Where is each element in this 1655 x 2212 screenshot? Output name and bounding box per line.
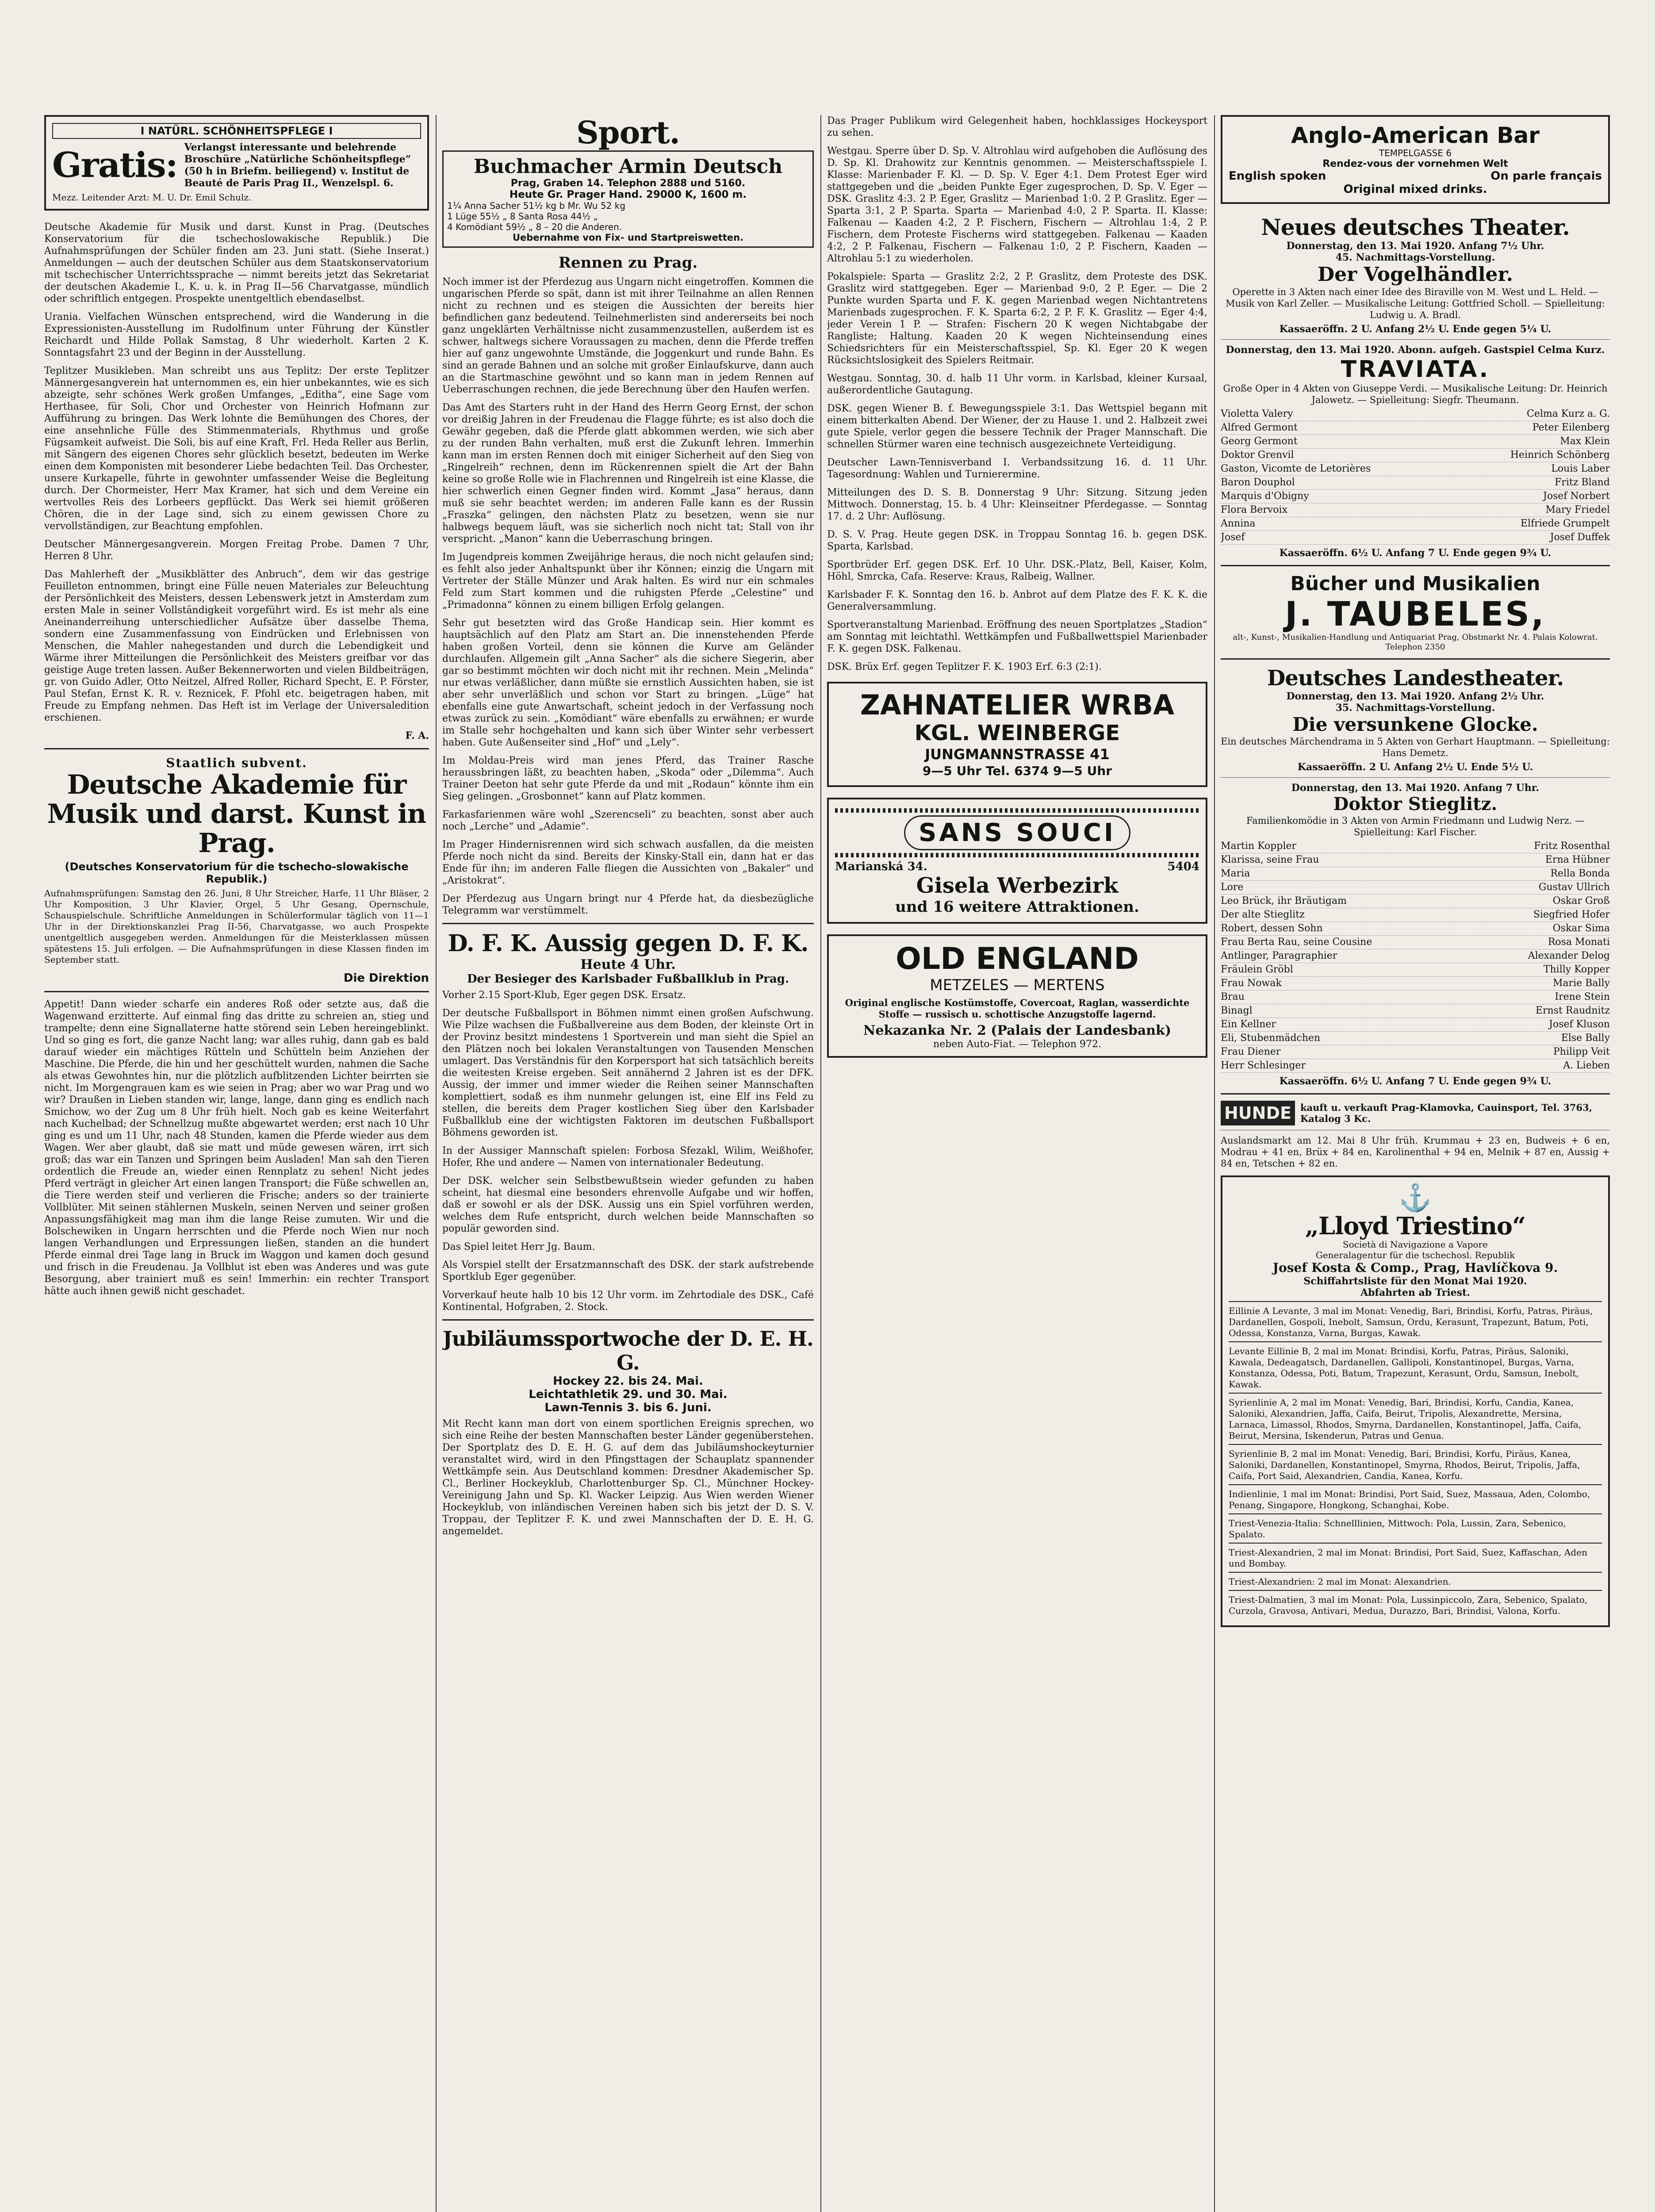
lloyd-ad — [1221, 1175, 1610, 1627]
theater-abo: 45. Nachmittags-Vorstellung. — [1335, 252, 1495, 263]
article: Im Moldau-Preis wird man jenes Pferd, das Trainer Rasche heraussbringen läßt, zu beachten haben, „Skoda“ oder „Dilemma“. Auch Trainer Deeton hat sehr gute Pferde da und mit „Rodaun“ könnte ihm ein Sieg gelingen. „Grosbonnet“ kann auf Platz kommen. — [442, 755, 814, 802]
actor-name: Oskar Sima — [1552, 923, 1610, 934]
article: Sportveranstaltung Marienbad. Eröffnung des neuen Sportplatzes „Stadion“ am Sonntag mit leichtathl. Wettkämpfen und Fußballwettspiel Marienbader F. K. gegen DSK. Falkenau. — [827, 619, 1207, 654]
role-name: Eli, Stubenmädchen — [1221, 1033, 1321, 1044]
actor-name: Elfriede Grumpelt — [1520, 518, 1610, 529]
actor-name: Rosa Monati — [1548, 937, 1610, 948]
theater-date: Donnerstag, den 13. Mai 1920. Abonn. aufgeh. Gastspiel Celma Kurz. — [1226, 344, 1605, 356]
actor-name: Marie Bally — [1553, 978, 1610, 989]
section-title: Sport. — [576, 115, 680, 151]
article: Im Prager Hindernisrennen wird sich schwach ausfallen, da die meisten Pferde noch nicht da sind. Bereits der Kinsky-Stall ein, dann hat er das Ende für ihn; im anderen Falle fliegen die Aussichten von „Bakaler“ und „Aristokrat“. — [442, 839, 814, 886]
article: Das Mahlerheft der „Musikblätter des Anbruch“, dem wir das gestrige Feuilleton entnommen, bringt eine Fülle neuen Materiales zur Beleuchtung der Persönlichkeit des Meisters, dessen Lebenswerk jetzt in Amsterdam zum ersten Male in seiner Vollständigkeit vorgeführt wird. Es ist mehr als eine Aneinanderreihung unterschiedlicher Aufsätze über dasselbe Thema, sondern eine Zusammenfassung von Eindrücken und Erlebnissen von Menschen, die Mahler nahegestanden und durch die Lebendigkeit und Wärme ihrer Mitteilungen die Persönlichkeit des Meisters greifbar vor das geistige Auge treten lassen. Außer Bekennerworten und vielen Bildbeiträgen, gr. von Guido Adler, Otto Neitzel, Alfred Roller, Richard Specht, E. P. Förster, Paul Stefan, Ernst K. R. v. Reznicek, F. Pfohl etc. beigetragen haben, mit Freude zu Empfang nehmen. Das Heft ist im Verlage der Universaledition erschienen. — [44, 569, 429, 723]
akademie-ad — [44, 756, 429, 985]
lloyd-sub: Società di Navigazione a Vapore — [1343, 1239, 1488, 1250]
theater-traviata — [1221, 344, 1610, 559]
lloyd-title: „Lloyd Triestino“ — [1305, 1212, 1526, 1240]
article: Das Prager Publikum wird Gelegenheit haben, hochklassiges Hockeysport zu sehen. — [827, 115, 1207, 138]
shipping-line: Levante Eillinie B, 2 mal im Monat: Brindisi, Korfu, Patras, Piräus, Saloniki, Kawala, Dedeagatsch, Dardanellen, Gallipoli, Konstantinopel, Burgas, Varna, Konstanza, Odessa, Poti, Batum, Trapezunt, Kerasunt, Ordu, Samsun, Inebolt, Kawak. — [1229, 1341, 1602, 1393]
actor-name: Heinrich Schönberg — [1510, 449, 1610, 461]
sanssouci-info — [835, 860, 1199, 873]
cast-row — [1221, 476, 1610, 490]
decor — [835, 808, 1199, 813]
bookmaker-race: Heute Gr. Prager Hand. 29000 K, 1600 m. — [509, 189, 747, 200]
gratis-text: Verlangst interessante und belehrende Broschüre „Natürliche Schönheitspflege“ (50 h in Briefm. beiliegend) v. Institut de Beauté de Paris Prag II., Wenzelspl. 6. — [184, 142, 411, 189]
article-heading: Rennen zu Prag. — [558, 254, 698, 272]
hunde-text: kauft u. verkauft Prag-Klamovka, Cauinsport, Tel. 3763, Katalog 3 Kc. — [1300, 1102, 1593, 1124]
divider — [442, 923, 814, 924]
bookmaker-note: Uebernahme von Fix- und Startpreiswetten. — [512, 232, 744, 243]
play-title: Der Vogelhändler. — [1318, 263, 1513, 286]
play-title: Doktor Stieglitz. — [1333, 794, 1498, 814]
dehg-sub: Hockey 22. bis 24. Mai. — [553, 1375, 703, 1388]
sanssouci-logo: SANS SOUCI — [904, 815, 1130, 850]
role-name: Klarissa, seine Frau — [1221, 854, 1319, 865]
article-signature: F. A. — [405, 730, 429, 741]
oldengland-ad — [827, 934, 1207, 1058]
theater-date: Donnerstag, den 13. Mai 1920. Anfang 2½ Uhr. — [1286, 691, 1544, 702]
article: Das Amt des Starters ruht in der Hand des Herrn Georg Ernst, der schon vor dreißig Jahren in der Freudenau die Flagge führte; es ist also doch die Gewähr gegeben, daß die Pferde glatt abkommen werden, wie sich aber zu der runden Bahn verhalten, muß erst die Zukunft lehren. Immerhin kann man im ersten Rennen doch mit einiger Sicherheit auf den Sieg von „Ringelreih“ rechnen, denn im Rückenrennen spielt die Art der Bahn keine so große Rolle wie in Flachrennen und Ringelreih ist eine Klasse, die hier schwerlich einen Gegner finden wird. Kommt „Jasa“ heraus, dann muß sie sehr beachtet werden; im anderen Falle kann es der Russin „Fraszka“ gelingen, den nächsten Platz zu besetzen, wenn sie nur halbwegs bequem läuft, was sie sicherlich noch nicht tat; Stall von ihr verspricht. „Manon“ kann die Ueberraschung bringen. — [442, 402, 814, 545]
role-name: Alfred Germont — [1221, 422, 1298, 433]
article: Der Pferdezug aus Ungarn bringt nur 4 Pferde hat, da diesbezügliche Telegramm war verstümmelt. — [442, 893, 814, 916]
article: Im Jugendpreis kommen Zweijährige heraus, die noch nicht gelaufen sind; es fehlt also jeder Anhaltspunkt über ihr Können; einzig die Ungarn mit Vertreter der Ställe Münzer und Arak halten. Es wird nur ein schmales Feld zum Start kommen und die ruhigsten Pferde „Celestine“ und „Primadonna“ können zu einem billigen Erfolg gelangen. — [442, 552, 814, 611]
role-name: Josef — [1221, 532, 1245, 543]
article: Westgau. Sonntag, 30. d. halb 11 Uhr vorm. in Karlsbad, kleiner Kursaal, außerordentliche Gautagung. — [827, 373, 1207, 396]
lloyd-lines — [1229, 1301, 1602, 1619]
shipping-line: Indienlinie, 1 mal im Monat: Brindisi, Port Said, Suez, Massaua, Aden, Colombo, Penang, Singapore, Hongkong, Schanghai, Kobe. — [1229, 1484, 1602, 1513]
match-sub2: Der Besieger des Karlsbader Fußballklub in Prag. — [467, 972, 789, 986]
feuilleton: Appetit! Dann wieder scharfe ein anderes Roß oder setzte aus, daß die Wagenwand erzitterte. Auf einmal fing das dritte zu schreien an, stieg und trampelte; denn eine Signallaterne hatte störend sein Leben hereingeblinkt. Und so ging es fort, die ganze Nacht lang; war alles ruhig, dann gab es bald darauf wieder ein mächtiges Rütteln und Schütteln beim Anziehen der Maschine. Die Pferde, die hin und her geschüttelt wurden, nahmen die Sache als etwas Gewohntes hin, nur die plötzlich aufblitzenden Lichter beirrten sie nicht. Im Morgengrauen kam es wie seien in Prag; aber wo war Prag und wo wir? Draußen in Lieben standen wir, lange, lange, dann ging es endlich nach Smichow, wo der Zug um 8 Uhr früh hielt. Noch gab es keine Weiterfahrt nach Kuchelbad; der Schnellzug mußte abgewartet werden; erst nach 10 Uhr ging es und um 11 Uhr, nach 48 Stunden, kamen die Pferde wieder aus dem Wagen. Wer aber glaubt, daß sie matt und müde gewesen wären, irrt sich groß; das war ein Tanzen und Springen beim Ausladen! Man sah den Tieren ordentlich die Freude an, wieder einen Rennplatz zu sehen! Nicht jedes Pferd verträgt in gleicher Art einen langen Transport; die Füße schwellen an, die Tiere werden steif und verlieren die Frische; anders so der trainierte Vollblüter. Mit seinen stählernen Muskeln, seinen Nerven und seiner großen Anpassungsfähigkeit mag man ihm die lange Reise zumuten. Wir und die Bolschewiken in Ungarn herrschten und die Pferde noch Wien nur noch langen Verhandlungen und Erpressungen ließen, standen an die hundert Pferde einmal drei Tage lang in Bruck im Waggon und kamen doch gesund und frisch in die Freudenau. Ja Vollblut ist eben was Anderes und was gute Besorgung, aber trainiert muß es sein! Immerhin: ein rechter Transport hätte auch ihnen gewiß nicht geschadet. — [44, 999, 429, 1297]
wrba-street: JUNGMANNSTRASSE 41 — [925, 746, 1110, 763]
sanssouci-ad — [827, 798, 1207, 924]
divider — [1221, 339, 1610, 340]
cast-row — [1221, 1059, 1610, 1073]
cast-row — [1221, 963, 1610, 977]
actor-name: A. Lieben — [1563, 1060, 1610, 1071]
divider — [1221, 565, 1610, 566]
role-name: Martin Koppler — [1221, 841, 1297, 852]
decor — [835, 853, 1199, 857]
actor-name: Oskar Groß — [1552, 895, 1610, 906]
exchange-report: Auslandsmarkt am 12. Mai 8 Uhr früh. Krummau + 23 en, Budweis + 6 en, Modrau + 41 en, Brüx + 84 en, Karolinenthal + 94 en, Melnik + 87 en, Aussig + 84 en, Tetschen + 82 en. — [1221, 1135, 1610, 1169]
cast-row — [1221, 462, 1610, 476]
actor-name: Erna Hübner — [1545, 854, 1610, 865]
lloyd-agent: Josef Kosta & Comp., Prag, Havlíčkova 9. — [1272, 1260, 1558, 1275]
shipping-line: Syrienlinie A, 2 mal im Monat: Venedig, Bari, Brindisi, Korfu, Candia, Kanea, Saloniki, Alexandrien, Jaffa, Caifa, Beirut, Tripolis, Alexandrette, Mersina, Larnaca, Limassol, Rhodos, Smyrna, Dardanellen, Konstantinopel, Jaffa, Caifa, Beirut, Mersina, Iskenderun, Patras und Genua. — [1229, 1393, 1602, 1444]
cast-row — [1221, 1004, 1610, 1018]
column-rule — [436, 115, 437, 2212]
wrba-hours: 9—5 Uhr Tel. 6374 9—5 Uhr — [922, 764, 1112, 778]
role-name: Georg Germont — [1221, 436, 1298, 447]
actor-name: Josef Duffek — [1550, 532, 1610, 543]
actor-name: Alexander Delog — [1528, 950, 1610, 961]
gratis-ad — [44, 115, 429, 211]
play-title: TRAVIATA. — [1341, 356, 1490, 383]
role-name: Maria — [1221, 868, 1250, 879]
odds-line: 1¼ Anna Sacher 51½ kg b Mr. Wu 52 kg — [447, 200, 626, 211]
role-name: Fräulein Gröbl — [1221, 964, 1293, 975]
bar-sub: TEMPELGASSE 6 — [1379, 148, 1452, 158]
actor-name: Siegfried Hofer — [1533, 909, 1610, 920]
theater-stieglitz — [1221, 782, 1610, 1087]
bar-ad — [1221, 115, 1610, 204]
cast-row — [1221, 977, 1610, 991]
actor-name: Fritz Bland — [1555, 477, 1610, 488]
article: Urania. Vielfachen Wünschen entsprechend, wird die Wanderung in die Expressionisten-Ausstellung im Rudolfinum unter Führung der Künstler Reichardt und Hilde Pollak Samstag, 8 Uhr wiederholt. Karten 2 K. Sonntagsfahrt 23 und der Beginn in der Ausstellung. — [44, 311, 429, 358]
cast-row — [1221, 490, 1610, 503]
cast-row — [1221, 435, 1610, 449]
article: D. S. V. Prag. Heute gegen DSK. in Troppau Sonntag 16. b. gegen DSK. Sparta, Karlsbad. — [827, 529, 1207, 552]
cast-row — [1221, 531, 1610, 545]
sanssouci-line: und 16 weitere Attraktionen. — [895, 898, 1139, 916]
play-times: Kassaeröffn. 2 U. Anfang 2½ U. Ende gegen 5¼ U. — [1279, 323, 1552, 335]
article: Deutsche Akademie für Musik und darst. Kunst in Prag. (Deutsches Konservatorium für die tschechoslowakische Republik.) Die Aufnahmsprüfungen der Schüler finden am 23. Juni statt. (Siehe Inserat.) Anmeldungen — auch der deutschen Schüler aus dem Staatskonservatorium mit tschechischer Unterrichtssprache — nimmt bereits jetzt das Sekretariat der deutschen Akademie I., K. u. k. in Prag II—56 Charvatgasse, mündlich oder schriftlich entgegen. Prospekte unentgeltlich ebendaselbst. — [44, 222, 429, 304]
play-times: Kassaeröffn. 2 U. Anfang 2½ U. Ende 5½ U. — [1297, 761, 1533, 773]
article: Als Vorspiel stellt der Ersatzmannschaft des DSK. der stark aufstrebende Sportklub Eger gegenüber. — [442, 1260, 814, 1283]
akademie-body: Aufnahmsprüfungen: Samstag den 26. Juni, 8 Uhr Streicher, Harfe, 11 Uhr Bläser, 2 Uhr Komposition, 3 Uhr Klavier, Orgel, 5 Uhr Gesang, Opernschule, Schauspielschule. Schriftliche Anmeldungen in Schülerformular täglich von 11—1 Uhr in der Direktionskanzlei Prag II-56, Charvatgasse, wo auch Prospekte unentgeltlich ausgegeben werden. Anmeldungen für die Meisterklassen müssen spätestens 15. Juli erfolgen. — Die Aufnahmsprüfungen in diese Klassen finden im September statt. — [44, 888, 429, 965]
article: Das Spiel leitet Herr Jg. Baum. — [442, 1241, 595, 1252]
ad-heading: I NATÜRL. SCHÖNHEITSPFLEGE I — [52, 123, 421, 139]
actor-name: Rella Bonda — [1550, 868, 1610, 879]
cast-row — [1221, 881, 1610, 895]
divider — [1221, 777, 1610, 778]
article: Teplitzer Musikleben. Man schreibt uns aus Teplitz: Der erste Teplitzer Männergesangverein hat unternommen es, ein hier unbekanntes, wie es sich abzeigte, sehr schönes Werk großen Umfanges, „Editha“, eine Sage vom Herthasee, für Soli, Chor und Orchester von Heinrich Hofmann zur Aufführung zu bringen. Das Werk lohnte die Bemühungen des Chores, der eine ansehnliche Fülle des Stimmenmaterials, Rhythmus und große Fügsamkeit aufweist. Die Soli, bis auf eine Kraft, Frl. Heda Reller aus Berlin, mit Sängern des eigenen Chores sehr glücklich besetzt, bedeuten im Werke einen dem Komponisten mit besonderer Liebe bedachten Teil. Das Orchester, unsere Kurkapelle, führte in gewohnter umfassender Weise die Begleitung durch. Der Chormeister, Herr Max Kramer, hat sich und dem Vereine ein wertvolles Reis des Lorbeers gepflückt. Das Werk sei hiemit größeren Chören, die in der Lage sind, sich zu einem gewissen Chore zu vervollständigen, zur Beachtung empfohlen. — [44, 365, 429, 532]
play-desc: Große Oper in 4 Akten von Giuseppe Verdi. — Musikalische Leitung: Dr. Heinrich Jalowetz. — Spielleitung: Siegfr. Theumann. — [1223, 383, 1608, 405]
actor-name: Gustav Ullrich — [1538, 882, 1610, 893]
cast-row — [1221, 421, 1610, 435]
actor-name: Louis Laber — [1551, 463, 1610, 474]
hunde-ad — [1221, 1101, 1610, 1125]
actor-name: Josef Norbert — [1543, 491, 1610, 502]
actor-name: Peter Eilenberg — [1532, 422, 1610, 433]
bar-french: On parle français — [1490, 169, 1602, 183]
ad-over: Staatlich subvent. — [166, 756, 307, 770]
article: Sehr gut besetzten wird das Große Handicap sein. Hier kommt es hauptsächlich auf den Platz am Start an. Die innenstehenden Pferde haben großen Vorteil, denn sie können die Kurve am Geländer durchlaufen. Allgemein gilt „Anna Sacher“ als die sichere Siegerin, aber gar so bestimmt möchten wir doch nicht mit ihr rechnen. Mein „Melinda“ nur etwas verläßlicher, dann müßte sie ernstlich Aussichten haben, sie ist aber sehr unverläßlich und schon vor Start zu bringen. „Lüge“ hat ebenfalls eine gute Anwartschaft, scheint jedoch in der Verfassung noch etwas zurück zu sein. „Komödiant“ wäre ebenfalls zu erwähnen; er wurde im Stalle sehr hochgehalten und kann sich über Winter sehr verbessert haben. Gute Außenseiter sind „Hof“ und „Lely“. — [442, 618, 814, 748]
role-name: Gaston, Vicomte de Letorières — [1221, 463, 1371, 474]
match-sub: Heute 4 Uhr. — [580, 957, 676, 972]
article: Mit Recht kann man dort von einem sportlichen Ereignis sprechen, wo sich eine Reihe der besten Mannschaften bester Länder gegenüberstehen. Der Sportplatz des D. E. H. G. auf dem das Jubiläumshockeyturnier veranstaltet wird, wird in den Pfingsttagen der Schauplatz spannender Wettkämpfe sein. Aus Deutschland kommen: Dresdner Akademischer Sp. Cl., Berliner Hockeyklub, Charlottenburger Sp. Cl., Münchner Hockey-Vereinigung Jahn und Sp. Kl. Wacker Leipzig. Aus Wien werden Wiener Hockeyklub, von inländischen Vereinen haben sich bis jetzt der D. S. V. Troppau, der Teplitzer F. K. und zwei Mannschaften der D. E. H. G. angemeldet. — [442, 1418, 814, 1537]
cast-row — [1221, 949, 1610, 963]
sanssouci-phone: 5404 — [1167, 860, 1199, 873]
role-name: Frau Diener — [1221, 1046, 1281, 1057]
role-name: Der alte Stieglitz — [1221, 909, 1305, 920]
play-times: Kassaeröffn. 6½ U. Anfang 7 U. Ende gegen 9¾ U. — [1279, 1075, 1552, 1087]
theater-abo: 35. Nachmittags-Vorstellung. — [1335, 702, 1495, 714]
akademie-sub: (Deutsches Konservatorium für die tschecho-slowakische Republik.) — [65, 860, 409, 885]
role-name: Leo Brück, ihr Bräutigam — [1221, 895, 1347, 906]
article: Noch immer ist der Pferdezug aus Ungarn nicht eingetroffen. Kommen die ungarischen Pferde so spät, dann ist mit ihrer Teilnahme an allen Rennen nicht zu rechnen und es steigen die Aussichten der bereits hier befindlichen ganz bedeutend. Teilnehmerlisten sind andererseits bei noch ganz ungeklärten Verhältnisse nicht zusammenzustellen, außerdem ist es schwer, haltwegs sichere Voraussagen zu machen, denn die Pferde treffen hier auf ganz ungewohnte Umstände, die Joggenkurt und runde Bahn. Es sind an gerade Bahnen und an solche mit großer Einlaufskurve, dann auch an die Startmaschine gewöhnt und so kann man in jedem Rennen auf Ueberraschungen rechnen, die jede Berechnung über den Haufen werfen. — [442, 276, 814, 395]
role-name: Antlinger, Paragraphier — [1221, 950, 1337, 961]
cast-row — [1221, 991, 1610, 1004]
newspaper-page — [44, 115, 1623, 2212]
cast-row — [1221, 922, 1610, 936]
odds-line: 4 Komödiant 59½ „ 8 – 20 die Anderen. — [447, 222, 622, 232]
dehg-sub: Leichtathletik 29. und 30. Mai. — [529, 1388, 728, 1401]
cast-row — [1221, 407, 1610, 421]
oldengland-text: Original englische Kostümstoffe, Covercoat, Raglan, wasserdichte Stoffe — russisch u. schottische Anzugstoffe lagernd. — [845, 997, 1190, 1020]
article: Vorverkauf heute halb 10 bis 12 Uhr vorm. im Zehrtodiale des DSK., Café Kontinental, Hofgraben, 2. Stock. — [442, 1290, 814, 1313]
sanssouci-star: Gisela Werbezirk — [916, 873, 1119, 898]
column-2 — [442, 115, 814, 1544]
bar-line: Rendez-vous der vornehmen Welt — [1322, 158, 1508, 169]
article: DSK. Brüx Erf. gegen Teplitzer F. K. 1903 Erf. 6:3 (2:1). — [827, 661, 1102, 672]
cast-row — [1221, 517, 1610, 531]
role-name: Flora Bervoix — [1221, 504, 1287, 515]
gratis-word: Gratis: — [52, 145, 177, 185]
sanssouci-address: Marianská 34. — [835, 860, 927, 873]
actor-name: Philipp Veit — [1553, 1046, 1610, 1057]
lloyd-plan: Schiffahrtsliste für den Monat Mai 1920. — [1303, 1275, 1527, 1287]
actor-name: Thilly Kopper — [1543, 964, 1610, 975]
odds-line: 1 Lüge 55½ „ 8 Santa Rosa 44½ „ — [447, 211, 598, 222]
article: Mitteilungen des D. S. B. Donnerstag 9 Uhr: Sitzung. Sitzung jeden Mittwoch. Donnerstag, 15. b. 4 Uhr: Kleinseitner Pferdegasse. — Sonntag 17. d. 2 Uhr: Auflösung. — [827, 487, 1207, 522]
actor-name: Max Klein — [1560, 436, 1610, 447]
role-name: Lore — [1221, 882, 1244, 893]
play-desc: Operette in 3 Akten nach einer Idee des Biraville von M. West und L. Held. — Musik von Karl Zeller. — Musikalische Leitung: Gottfried Scholl. — Spielleitung: Ludwig u. A. Bradl. — [1226, 287, 1605, 320]
role-name: Ein Kellner — [1221, 1019, 1276, 1030]
shipping-line: Triest-Venezia-Italia: Schnelllinien, Mittwoch: Pola, Lussin, Zara, Sebenico, Spalato. — [1229, 1513, 1602, 1543]
cast-list — [1221, 407, 1610, 545]
role-name: Robert, dessen Sohn — [1221, 923, 1323, 934]
article: Westgau. Sperre über D. Sp. V. Altrohlau wird aufgehoben die Auflösung des D. Sp. Kl. Drahowitz zur Kenntnis genommen. — Meisterschaftsspiele I. Klasse: Marienbader F. Kl. — D. Sp. V. Eger 4:1. Dem Protest Eger wird stattgegeben und die „beiden Punkte Eger zugesprochen, D. Sp. V. Eger — DSK. Graslitz 4:3. 2 P. Eger, Graslitz — Marienbad 1:0. 2 P. Graslitz. Eger — Sparta 3:1, 2 P. Sparta. Sparta — Marienbad 4:0, 2 P. Sparta. II. Klasse: Falkenau — Kaaden 4:2, 2 P. Fischern, Fischern — Altrohlau 1:4, 2 P. Fischern, dem Proteste Fischerns wird stattgegeben. Falkenau — Kaaden 4:2, 2 P. Falkenau, Fischern — Falkenau 1:0, 2 P. Fischern, Kaaden — Altrohlau 5:1 zu wiederholen. — [827, 146, 1207, 264]
shipping-line: Syrienlinie B, 2 mal im Monat: Venedig, Bari, Brindisi, Korfu, Piräus, Kanea, Saloniki, Dardanellen, Konstantinopel, Smyrna, Rhodos, Beirut, Tripolis, Jaffa, Caifa, Port Said, Alexandrien, Candia, Kanea, Korfu. — [1229, 1444, 1602, 1484]
role-name: Marquis d'Obigny — [1221, 491, 1309, 502]
actor-name: Mary Friedel — [1545, 504, 1610, 515]
play-title: Die versunkene Glocke. — [1292, 714, 1538, 735]
divider — [44, 748, 429, 749]
lloyd-abf: Abfahrten ab Triest. — [1360, 1287, 1470, 1298]
divider — [1221, 658, 1610, 660]
actor-name: Irene Stein — [1555, 991, 1610, 1002]
theater-date: Donnerstag, den 13. Mai 1920. Anfang 7 Uhr. — [1291, 782, 1540, 794]
dehg-sub: Lawn-Tennis 3. bis 6. Juni. — [544, 1401, 712, 1414]
oldengland-tel: neben Auto-Fiat. — Telephon 972. — [933, 1039, 1101, 1050]
cast-row — [1221, 908, 1610, 922]
divider — [1221, 1093, 1610, 1094]
role-name: Violetta Valery — [1221, 408, 1293, 419]
oldengland-sub: METZELES — MERTENS — [930, 976, 1105, 994]
cast-row — [1221, 503, 1610, 517]
article: Pokalspiele: Sparta — Graslitz 2:2, 2 P. Graslitz, dem Proteste des DSK. Graslitz wird stattgegeben. Eger — Marienbad 9:0, 2 P. Eger. — Die 2 Punkte wurden Sparta und F. K. gegen Marienbad wegen Nichtantretens Marienbads zugesprochen. F. K. Sparta 6:2, 2 P. F. K. Graslitz — Eger 4:4, jeder Verein 1 P. — Strafen: Fischern 20 K wegen Nichtabgabe der Rangliste; Haltung. Kaaden 20 K wegen Nichteinsendung eines Schiedsrichters für ein Meisterschaftsspiel, Sp. Kl. Eger 20 K wegen Rücksichtslosigkeit des Spielers Reitmair. — [827, 271, 1207, 366]
shipping-line: Eillinie A Levante, 3 mal im Monat: Venedig, Bari, Brindisi, Korfu, Patras, Piräus, Dardanellen, Gospoli, Inebolt, Samsun, Ordu, Kerasunt, Trapezunt, Batum, Poti, Odessa, Konstanza, Varna, Burgas, Kawak. — [1229, 1301, 1602, 1341]
shipping-line: Triest-Alexandrien, 2 mal im Monat: Brindisi, Port Said, Suez, Kaffaschan, Aden und Bombay. — [1229, 1543, 1602, 1572]
bar-drinks: Original mixed drinks. — [1343, 183, 1487, 196]
role-name: Herr Schlesinger — [1221, 1060, 1306, 1071]
theater-title: Deutsches Landestheater. — [1267, 666, 1564, 691]
article: Deutscher Männergesangverein. Morgen Freitag Probe. Damen 7 Uhr, Herren 8 Uhr. — [44, 539, 429, 562]
akademie-title: Deutsche Akademie für Musik und darst. Kunst in Prag. — [47, 769, 426, 859]
oldengland-address: Nekazanka Nr. 2 (Palais der Landesbank) — [863, 1023, 1172, 1038]
theater-nt — [1221, 215, 1610, 335]
wrba-title: ZAHNATELIER WRBA — [860, 689, 1175, 721]
bar-title: Anglo-American Bar — [1291, 123, 1540, 148]
theater-lt — [1221, 666, 1610, 773]
cast-row — [1221, 1045, 1610, 1059]
theater-title: Neues deutsches Theater. — [1261, 214, 1570, 240]
role-name: Frau Nowak — [1221, 978, 1282, 989]
column-3 — [827, 115, 1207, 1068]
cast-row — [1221, 1018, 1610, 1032]
divider — [44, 991, 429, 992]
shipping-line: Triest-Dalmatien, 3 mal im Monat: Pola, Lussinpiccolo, Zara, Sebenico, Spalato, Curzola, Gravosa, Antivari, Medua, Durazzo, Bari, Brindisi, Valona, Korfu. — [1229, 1590, 1602, 1619]
theater-date: Donnerstag, den 13. Mai 1920. Anfang 7½ Uhr. — [1286, 240, 1544, 252]
cast-list — [1221, 840, 1610, 1073]
taubeles-ad — [1221, 572, 1610, 652]
cast-row — [1221, 853, 1610, 867]
lloyd-gen: Generalagentur für die tschechosl. Republik — [1315, 1250, 1515, 1260]
actor-name: Josef Kluson — [1549, 1019, 1610, 1030]
column-4 — [1221, 115, 1610, 1627]
role-name: Doktor Grenvil — [1221, 449, 1294, 461]
taubeles-title: J. TAUBELES, — [1285, 594, 1546, 634]
article: Deutscher Lawn-Tennisverband I. Verbandssitzung 16. d. 11 Uhr. Tagesordnung: Wahlen und Turnierermine. — [827, 457, 1207, 480]
gratis-body — [52, 142, 421, 189]
dehg-title: Jubiläumssportwoche der D. E. H. G. — [443, 1327, 813, 1375]
cast-row — [1221, 867, 1610, 881]
actor-name: Celma Kurz a. G. — [1527, 408, 1610, 419]
actor-name: Fritz Rosenthal — [1534, 841, 1610, 852]
article: Karlsbader F. K. Sonntag den 16. b. Anbrot auf dem Platze des F. K. K. die Generalversammlung. — [827, 589, 1207, 612]
article: Farkasfarienmen wäre wohl „Szerencseli“ zu beachten, sonst aber auch noch „Lerche“ und „Adamie“. — [442, 809, 814, 832]
play-desc: Ein deutsches Märchendrama in 5 Akten von Gerhart Hauptmann. — Spielleitung: Hans Demetz. — [1221, 736, 1610, 758]
article: Der DSK. welcher sein Selbstbewußtsein wieder gefunden zu haben scheint, hat diesmal eine besonders ehrenvolle Aufgabe und wir hoffen, daß er sowohl er als der DSK. Aussig uns ein Spiel vorführen werden, welches dem Rufe entspricht, durch welchen beide Mannschaften so populär geworden sind. — [442, 1175, 814, 1234]
bookmaker-name: Buchmacher Armin Deutsch — [473, 155, 783, 178]
oldengland-title: OLD ENGLAND — [896, 941, 1139, 976]
actor-name: Ernst Raudnitz — [1536, 1005, 1610, 1016]
role-name: Binagl — [1221, 1005, 1253, 1016]
cast-row — [1221, 449, 1610, 462]
bar-english: English spoken — [1229, 169, 1326, 183]
cast-row — [1221, 1032, 1610, 1045]
cast-row — [1221, 895, 1610, 908]
role-name: Frau Berta Rau, seine Cousine — [1221, 937, 1372, 948]
cast-row — [1221, 840, 1610, 853]
wrba-sub: KGL. WEINBERGE — [914, 721, 1120, 745]
role-name: Baron Douphol — [1221, 477, 1295, 488]
play-desc: Familienkomödie in 3 Akten von Armin Friedmann und Ludwig Nerz. — Spielleitung: Karl Fischer. — [1246, 815, 1585, 837]
divider — [442, 1319, 814, 1321]
article: Sportbrüder Erf. gegen DSK. Erf. 10 Uhr. DSK.-Platz, Bell, Kaiser, Kolm, Höhl, Smrcka, Cafa. Reserve: Kraus, Ralbeig, Wallner. — [827, 559, 1207, 582]
anchor-icon: ⚓ — [1398, 1183, 1432, 1214]
shipping-line: Triest-Alexandrien: 2 mal im Monat: Alexandrien. — [1229, 1572, 1602, 1590]
bar-languages — [1229, 169, 1602, 183]
play-times: Kassaeröffn. 6½ U. Anfang 7 U. Ende gegen 9¾ U. — [1279, 547, 1552, 559]
column-rule — [820, 115, 821, 2212]
wrba-ad — [827, 682, 1207, 787]
deutsch-ad — [442, 150, 814, 248]
hunde-word: HUNDE — [1221, 1101, 1295, 1125]
actor-name: Else Bally — [1561, 1033, 1610, 1044]
role-name: Brau — [1221, 991, 1245, 1002]
role-name: Annina — [1221, 518, 1256, 529]
bookmaker-address: Prag, Graben 14. Telephon 2888 und 5160. — [510, 178, 746, 189]
article: DSK. gegen Wiener B. f. Bewegungsspiele 3:1. Das Wettspiel begann mit einem bitterkalten Abend. Der Wiener, der zu Hause 1. und 2. Halbzeit zwei gute Spiele, verlor gegen die bessere Technik der Prager Mannschaft. Die schnellen Stürmer waren eine technisch ausgezeichnete Verteidigung. — [827, 403, 1207, 450]
article: Der deutsche Fußballsport in Böhmen nimmt einen großen Aufschwung. Wie Pilze wachsen die Fußballvereine aus dem Boden, der kleinste Ort in der Provinz besitzt mindestens 1 Sportverein und man sieht die Spiel an den Plätzen noch bei lokalen Veranstaltungen von Tausenden Menschen umlagert. Das Verständnis für den Korpersport hat sich tatsächlich bereits die weitesten Kreise ergeben. Seit annähernd 2 Jahren ist es der DFK. Aussig, der immer und immer wieder die Reihen seiner Mannschaften komplettiert, sodaß es ihm nunmehr gelungen ist, eine Elf ins Feld zu stellen, die bereits dem Prager kostlichen Sieg über den Karlsbader Fußballklub eine der wichtigsten Faktoren im deutschen Fußballsport Böhmens geworden ist. — [442, 1008, 814, 1138]
article: In der Aussiger Mannschaft spielen: Forbosa Sfezakl, Wilim, Weißhofer, Hofer, Rhe und andere — Namen von internationaler Bedeutung. — [442, 1145, 814, 1168]
column-1 — [44, 115, 429, 1303]
akademie-sign: Die Direktion — [343, 972, 429, 985]
taubeles-sub: alt-, Kunst-, Musikalien-Handlung und Antiquariat Prag, Obstmarkt Nr. 4. Palais Kolowrat. Telephon 2350 — [1233, 633, 1598, 652]
taubeles-over: Bücher und Musikalien — [1290, 572, 1540, 595]
match-title: D. F. K. Aussig gegen D. F. K. — [448, 930, 808, 957]
article: Vorher 2.15 Sport-Klub, Eger gegen DSK. Ersatz. — [442, 990, 686, 1001]
cast-row — [1221, 936, 1610, 949]
column-rule — [1214, 115, 1215, 2212]
gratis-foot: Mezz. Leitender Arzt: M. U. Dr. Emil Schulz. — [52, 192, 252, 203]
